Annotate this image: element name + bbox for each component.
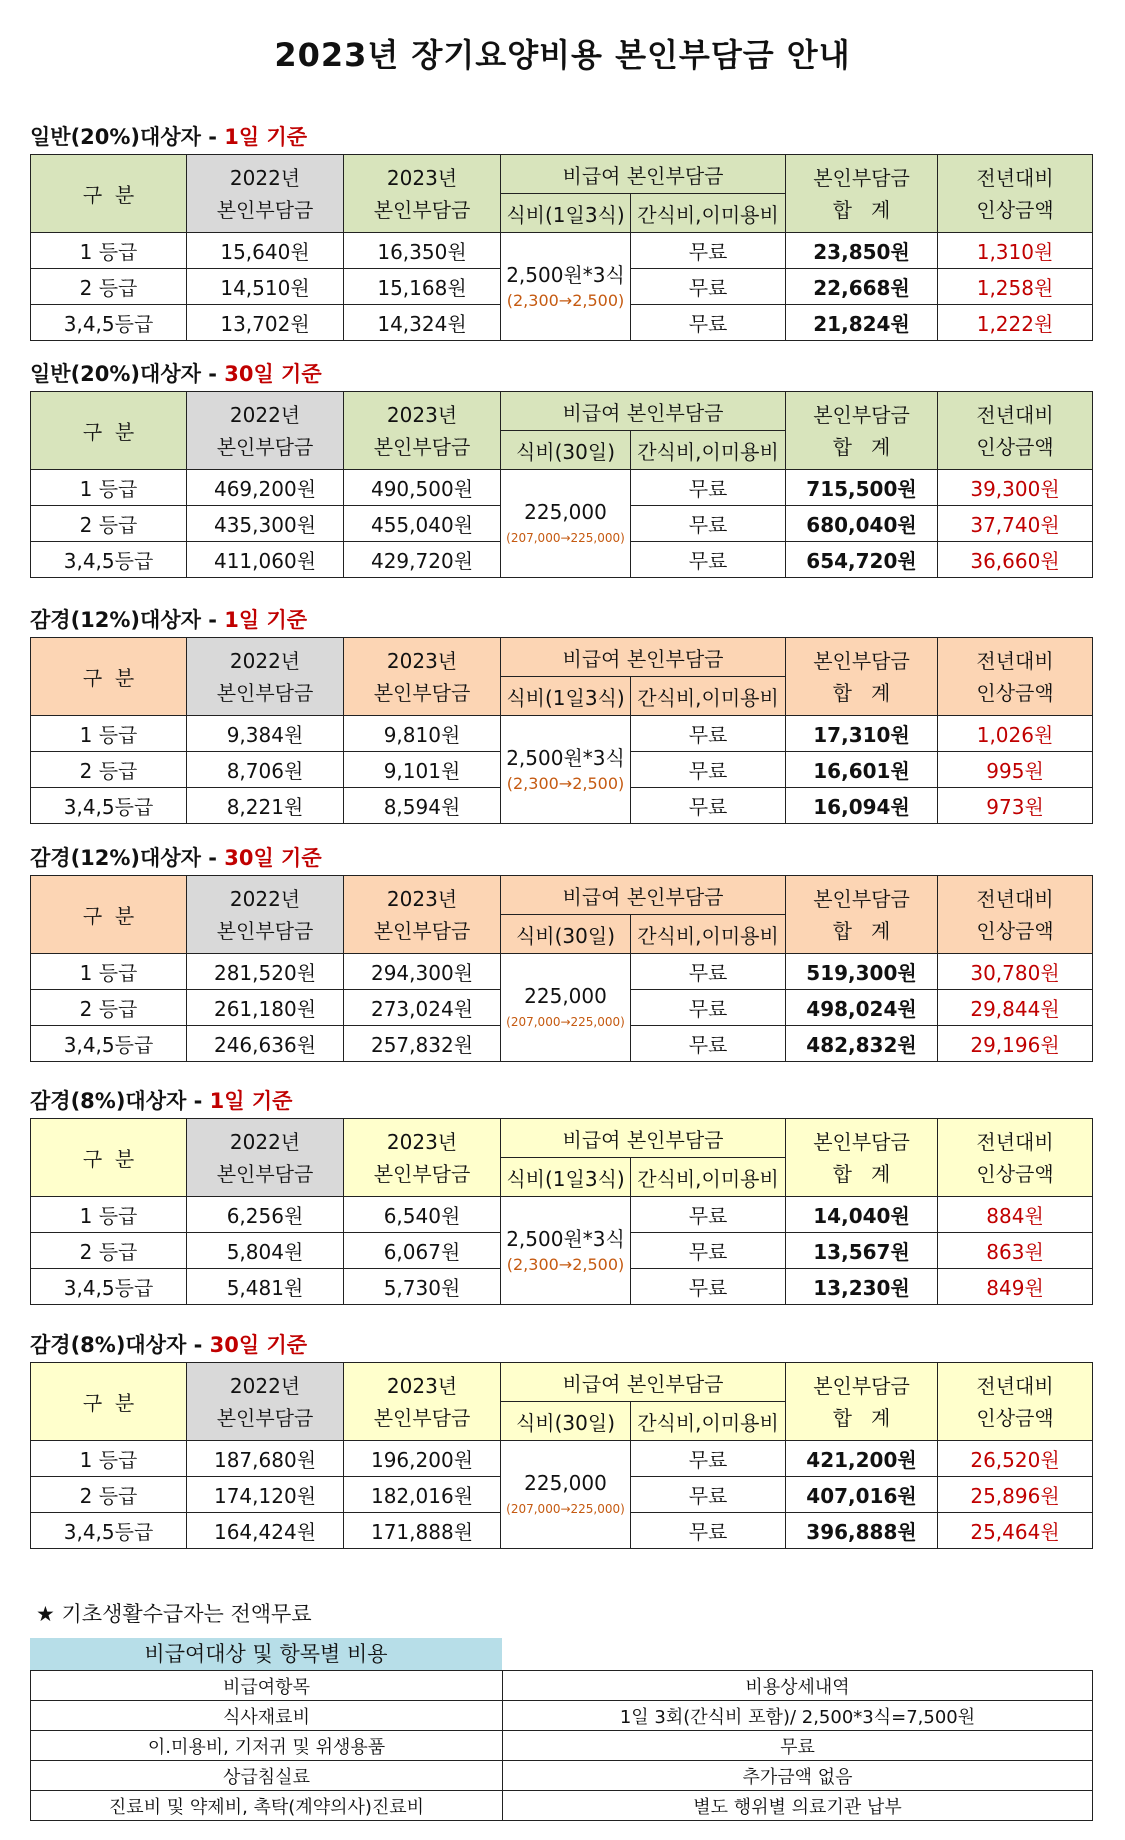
y2023-cell: 9,810원 [344, 716, 501, 752]
snack-cell: 무료 [631, 716, 786, 752]
total-cell: 498,024원 [786, 990, 938, 1026]
section-title-prefix: 일반(20%)대상자 - [30, 125, 225, 149]
increase-cell: 36,660원 [938, 542, 1093, 578]
total-cell: 680,040원 [786, 506, 938, 542]
table-row [31, 954, 1093, 990]
y2022-cell: 187,680원 [187, 1441, 344, 1477]
item-detail: 추가금액 없음 [503, 1761, 1093, 1791]
header-2022-line1: 2022년 [229, 165, 301, 190]
header-gubun: 구 분 [31, 1119, 187, 1197]
fee-table [30, 154, 1093, 341]
section-title [30, 357, 1092, 391]
header-2022-line1: 2022년 [229, 886, 301, 911]
y2022-cell: 469,200원 [187, 470, 344, 506]
section-title-prefix: 일반(20%)대상자 - [30, 362, 225, 386]
header-gubun: 구 분 [31, 638, 187, 716]
items-row [31, 1791, 1093, 1821]
y2022-cell: 411,060원 [187, 542, 344, 578]
header-nonpay: 비급여 본인부담금 [501, 1363, 786, 1402]
increase-cell: 29,196원 [938, 1026, 1093, 1062]
grade-cell: 1 등급 [31, 716, 187, 752]
y2023-cell: 490,500원 [344, 470, 501, 506]
meal-price: 2,500원*3식 [506, 1226, 625, 1251]
header-total-line1: 본인부담금 [813, 165, 910, 190]
total-cell: 13,230원 [786, 1269, 938, 1305]
header-gubun: 구 분 [31, 1363, 187, 1441]
y2023-cell: 429,720원 [344, 542, 501, 578]
y2023-cell: 5,730원 [344, 1269, 501, 1305]
y2022-cell: 435,300원 [187, 506, 344, 542]
increase-cell: 849원 [938, 1269, 1093, 1305]
y2023-cell: 14,324원 [344, 305, 501, 341]
increase-cell: 29,844원 [938, 990, 1093, 1026]
section-title-basis: 1일 기준 [209, 1089, 293, 1113]
y2023-cell: 182,016원 [344, 1477, 501, 1513]
header-increase-line2: 인상금액 [976, 918, 1054, 943]
total-cell: 17,310원 [786, 716, 938, 752]
header-total-line1: 본인부담금 [813, 1373, 910, 1398]
y2023-cell: 16,350원 [344, 233, 501, 269]
header-increase-line2: 인상금액 [976, 680, 1054, 705]
section-title-basis: 30일 기준 [224, 846, 322, 870]
header-increase-line2: 인상금액 [976, 1405, 1054, 1430]
item-detail: 무료 [503, 1731, 1093, 1761]
increase-cell: 37,740원 [938, 506, 1093, 542]
header-increase-line1: 전년대비 [976, 402, 1054, 427]
increase-cell: 1,222원 [938, 305, 1093, 341]
header-2023-line2: 본인부담금 [373, 1405, 471, 1430]
header-increase [938, 155, 1093, 233]
header-2023-line1: 2023년 [386, 402, 458, 427]
meal-change: (207,000→225,000) [506, 1501, 625, 1516]
grade-cell: 2 등급 [31, 506, 187, 542]
total-cell: 16,601원 [786, 752, 938, 788]
meal-cell [501, 1197, 631, 1305]
header-2022-line1: 2022년 [229, 1129, 301, 1154]
header-total [786, 638, 938, 716]
header-meal: 식비(1일3식) [501, 1158, 631, 1197]
items-row [31, 1701, 1093, 1731]
y2022-cell: 281,520원 [187, 954, 344, 990]
header-increase-line2: 인상금액 [976, 434, 1054, 459]
header-increase-line2: 인상금액 [976, 1161, 1054, 1186]
header-2022 [187, 155, 344, 233]
increase-cell: 1,310원 [938, 233, 1093, 269]
header-2022-line2: 본인부담금 [216, 918, 314, 943]
header-total-line1: 본인부담금 [813, 886, 910, 911]
header-snack: 간식비,이미용비 [631, 194, 786, 233]
header-2022-line1: 2022년 [229, 1373, 301, 1398]
page-title: 2023년 장기요양비용 본인부담금 안내 [274, 36, 851, 74]
header-total [786, 155, 938, 233]
section-title [30, 841, 1092, 875]
header-increase-line1: 전년대비 [976, 1129, 1054, 1154]
grade-cell: 3,4,5등급 [31, 1513, 187, 1549]
increase-cell: 39,300원 [938, 470, 1093, 506]
snack-cell: 무료 [631, 1441, 786, 1477]
fee-table [30, 1118, 1093, 1305]
grade-cell: 3,4,5등급 [31, 542, 187, 578]
total-cell: 715,500원 [786, 470, 938, 506]
y2023-cell: 171,888원 [344, 1513, 501, 1549]
y2023-cell: 257,832원 [344, 1026, 501, 1062]
header-2022 [187, 876, 344, 954]
header-snack: 간식비,이미용비 [631, 431, 786, 470]
header-total [786, 1119, 938, 1197]
header-total-line1: 본인부담금 [813, 1129, 910, 1154]
header-total-line2: 합 계 [832, 1161, 891, 1186]
table-row [31, 470, 1093, 506]
grade-cell: 2 등급 [31, 1233, 187, 1269]
meal-cell [501, 1441, 631, 1549]
section-title-basis: 30일 기준 [224, 362, 322, 386]
snack-cell: 무료 [631, 305, 786, 341]
header-total [786, 392, 938, 470]
header-2022 [187, 638, 344, 716]
increase-cell: 884원 [938, 1197, 1093, 1233]
meal-cell [501, 954, 631, 1062]
y2023-cell: 273,024원 [344, 990, 501, 1026]
header-gubun: 구 분 [31, 392, 187, 470]
header-2022-line1: 2022년 [229, 402, 301, 427]
section-title [30, 603, 1092, 637]
header-2023 [344, 392, 501, 470]
meal-price: 225,000 [524, 499, 607, 524]
header-nonpay: 비급여 본인부담금 [501, 392, 786, 431]
header-2023-line1: 2023년 [386, 1373, 458, 1398]
increase-cell: 26,520원 [938, 1441, 1093, 1477]
header-2023 [344, 155, 501, 233]
header-meal: 식비(30일) [501, 1402, 631, 1441]
y2023-cell: 9,101원 [344, 752, 501, 788]
snack-cell: 무료 [631, 752, 786, 788]
snack-cell: 무료 [631, 233, 786, 269]
header-total-line2: 합 계 [832, 1405, 891, 1430]
item-name: 진료비 및 약제비, 촉탁(계약의사)진료비 [31, 1791, 503, 1821]
snack-cell: 무료 [631, 1513, 786, 1549]
header-2023-line2: 본인부담금 [373, 680, 471, 705]
items-header-detail: 비용상세내역 [503, 1671, 1093, 1701]
header-total [786, 876, 938, 954]
header-2022-line2: 본인부담금 [216, 197, 314, 222]
grade-cell: 1 등급 [31, 1441, 187, 1477]
y2022-cell: 13,702원 [187, 305, 344, 341]
y2022-cell: 15,640원 [187, 233, 344, 269]
grade-cell: 2 등급 [31, 1477, 187, 1513]
item-detail: 별도 행위별 의료기관 납부 [503, 1791, 1093, 1821]
total-cell: 654,720원 [786, 542, 938, 578]
total-cell: 16,094원 [786, 788, 938, 824]
fee-section-6 [30, 1328, 1092, 1549]
header-total-line2: 합 계 [832, 434, 891, 459]
header-2023-line1: 2023년 [386, 1129, 458, 1154]
meal-price: 2,500원*3식 [506, 745, 625, 770]
header-nonpay: 비급여 본인부담금 [501, 876, 786, 915]
y2023-cell: 6,067원 [344, 1233, 501, 1269]
header-increase-line1: 전년대비 [976, 886, 1054, 911]
fee-section-2 [30, 357, 1092, 578]
meal-change: (207,000→225,000) [506, 530, 625, 545]
header-increase [938, 392, 1093, 470]
y2022-cell: 14,510원 [187, 269, 344, 305]
header-2023 [344, 638, 501, 716]
grade-cell: 1 등급 [31, 954, 187, 990]
header-increase-line1: 전년대비 [976, 1373, 1054, 1398]
snack-cell: 무료 [631, 506, 786, 542]
meal-cell [501, 470, 631, 578]
snack-cell: 무료 [631, 1197, 786, 1233]
meal-cell [501, 716, 631, 824]
y2022-cell: 164,424원 [187, 1513, 344, 1549]
header-increase [938, 1119, 1093, 1197]
header-meal: 식비(1일3식) [501, 677, 631, 716]
header-gubun: 구 분 [31, 876, 187, 954]
header-2023-line2: 본인부담금 [373, 197, 471, 222]
header-increase-line1: 전년대비 [976, 165, 1054, 190]
fee-section-5 [30, 1084, 1092, 1305]
snack-cell: 무료 [631, 1477, 786, 1513]
grade-cell: 1 등급 [31, 1197, 187, 1233]
header-2023-line2: 본인부담금 [373, 1161, 471, 1186]
header-2023-line1: 2023년 [386, 648, 458, 673]
total-cell: 482,832원 [786, 1026, 938, 1062]
section-title-prefix: 감경(12%)대상자 - [30, 608, 225, 632]
table-row [31, 716, 1093, 752]
y2022-cell: 6,256원 [187, 1197, 344, 1233]
items-table-title: 비급여대상 및 항목별 비용 [30, 1638, 502, 1670]
snack-cell: 무료 [631, 1026, 786, 1062]
header-2022-line2: 본인부담금 [216, 434, 314, 459]
meal-change: (2,300→2,500) [506, 773, 625, 793]
items-row [31, 1731, 1093, 1761]
meal-price: 225,000 [524, 1470, 607, 1495]
header-increase [938, 1363, 1093, 1441]
total-cell: 396,888원 [786, 1513, 938, 1549]
table-row [31, 1441, 1093, 1477]
header-meal: 식비(30일) [501, 915, 631, 954]
table-row [31, 233, 1093, 269]
header-snack: 간식비,이미용비 [631, 915, 786, 954]
section-title [30, 120, 1092, 154]
items-header-item: 비급여항목 [31, 1671, 503, 1701]
header-increase [938, 638, 1093, 716]
section-title-prefix: 감경(8%)대상자 - [30, 1333, 210, 1357]
grade-cell: 1 등급 [31, 233, 187, 269]
y2022-cell: 261,180원 [187, 990, 344, 1026]
meal-change: (2,300→2,500) [506, 1254, 625, 1274]
header-2023-line2: 본인부담금 [373, 434, 471, 459]
meal-change: (207,000→225,000) [506, 1014, 625, 1029]
grade-cell: 1 등급 [31, 470, 187, 506]
header-2022 [187, 392, 344, 470]
header-2023-line2: 본인부담금 [373, 918, 471, 943]
fee-section-3 [30, 603, 1092, 824]
header-increase [938, 876, 1093, 954]
snack-cell: 무료 [631, 542, 786, 578]
fee-table [30, 637, 1093, 824]
item-detail: 1일 3회(간식비 포함)/ 2,500*3식=7,500원 [503, 1701, 1093, 1731]
grade-cell: 3,4,5등급 [31, 1269, 187, 1305]
header-snack: 간식비,이미용비 [631, 677, 786, 716]
y2023-cell: 15,168원 [344, 269, 501, 305]
fee-table [30, 1362, 1093, 1549]
header-2022-line2: 본인부담금 [216, 1405, 314, 1430]
snack-cell: 무료 [631, 1269, 786, 1305]
header-increase-line2: 인상금액 [976, 197, 1054, 222]
items-row [31, 1761, 1093, 1791]
y2022-cell: 8,706원 [187, 752, 344, 788]
header-snack: 간식비,이미용비 [631, 1158, 786, 1197]
header-meal: 식비(30일) [501, 431, 631, 470]
total-cell: 407,016원 [786, 1477, 938, 1513]
snack-cell: 무료 [631, 269, 786, 305]
total-cell: 13,567원 [786, 1233, 938, 1269]
header-2022-line1: 2022년 [229, 648, 301, 673]
header-2023 [344, 1363, 501, 1441]
increase-cell: 1,258원 [938, 269, 1093, 305]
meal-cell [501, 233, 631, 341]
grade-cell: 2 등급 [31, 752, 187, 788]
snack-cell: 무료 [631, 990, 786, 1026]
y2023-cell: 294,300원 [344, 954, 501, 990]
grade-cell: 3,4,5등급 [31, 788, 187, 824]
header-2022-line2: 본인부담금 [216, 1161, 314, 1186]
total-cell: 519,300원 [786, 954, 938, 990]
header-2022-line2: 본인부담금 [216, 680, 314, 705]
increase-cell: 25,464원 [938, 1513, 1093, 1549]
meal-price: 225,000 [524, 983, 607, 1008]
total-cell: 14,040원 [786, 1197, 938, 1233]
y2022-cell: 246,636원 [187, 1026, 344, 1062]
item-name: 이.미용비, 기저귀 및 위생용품 [31, 1731, 503, 1761]
header-nonpay: 비급여 본인부담금 [501, 638, 786, 677]
header-gubun: 구 분 [31, 155, 187, 233]
section-title-basis: 30일 기준 [209, 1333, 308, 1357]
increase-cell: 973원 [938, 788, 1093, 824]
header-total-line2: 합 계 [832, 918, 891, 943]
y2023-cell: 6,540원 [344, 1197, 501, 1233]
header-meal: 식비(1일3식) [501, 194, 631, 233]
total-cell: 22,668원 [786, 269, 938, 305]
increase-cell: 863원 [938, 1233, 1093, 1269]
meal-price: 2,500원*3식 [506, 262, 625, 287]
section-title-prefix: 감경(8%)대상자 - [30, 1089, 210, 1113]
snack-cell: 무료 [631, 788, 786, 824]
section-title [30, 1084, 1092, 1118]
header-2022 [187, 1119, 344, 1197]
fee-table [30, 875, 1093, 1062]
increase-cell: 25,896원 [938, 1477, 1093, 1513]
snack-cell: 무료 [631, 954, 786, 990]
fee-section-4 [30, 841, 1092, 1062]
item-name: 식사재료비 [31, 1701, 503, 1731]
section-title-basis: 1일 기준 [224, 608, 308, 632]
header-total-line2: 합 계 [832, 197, 891, 222]
items-table [30, 1670, 1093, 1821]
header-total-line1: 본인부담금 [813, 648, 910, 673]
header-nonpay: 비급여 본인부담금 [501, 155, 786, 194]
increase-cell: 30,780원 [938, 954, 1093, 990]
increase-cell: 1,026원 [938, 716, 1093, 752]
y2023-cell: 8,594원 [344, 788, 501, 824]
fee-section-1 [30, 120, 1092, 341]
fee-table [30, 391, 1093, 578]
section-title [30, 1328, 1092, 1362]
snack-cell: 무료 [631, 470, 786, 506]
grade-cell: 2 등급 [31, 269, 187, 305]
header-2023 [344, 1119, 501, 1197]
item-name: 상급침실료 [31, 1761, 503, 1791]
header-nonpay: 비급여 본인부담금 [501, 1119, 786, 1158]
y2023-cell: 196,200원 [344, 1441, 501, 1477]
header-total-line1: 본인부담금 [813, 402, 910, 427]
total-cell: 21,824원 [786, 305, 938, 341]
increase-cell: 995원 [938, 752, 1093, 788]
y2022-cell: 5,804원 [187, 1233, 344, 1269]
y2023-cell: 455,040원 [344, 506, 501, 542]
y2022-cell: 174,120원 [187, 1477, 344, 1513]
grade-cell: 2 등급 [31, 990, 187, 1026]
header-total-line2: 합 계 [832, 680, 891, 705]
snack-cell: 무료 [631, 1233, 786, 1269]
table-row [31, 1197, 1093, 1233]
header-2022 [187, 1363, 344, 1441]
header-snack: 간식비,이미용비 [631, 1402, 786, 1441]
y2022-cell: 9,384원 [187, 716, 344, 752]
grade-cell: 3,4,5등급 [31, 1026, 187, 1062]
meal-change: (2,300→2,500) [506, 290, 625, 310]
y2022-cell: 5,481원 [187, 1269, 344, 1305]
section-title-prefix: 감경(12%)대상자 - [30, 846, 225, 870]
header-increase-line1: 전년대비 [976, 648, 1054, 673]
header-2023-line1: 2023년 [386, 165, 458, 190]
grade-cell: 3,4,5등급 [31, 305, 187, 341]
total-cell: 421,200원 [786, 1441, 938, 1477]
y2022-cell: 8,221원 [187, 788, 344, 824]
section-title-basis: 1일 기준 [224, 125, 308, 149]
header-total [786, 1363, 938, 1441]
total-cell: 23,850원 [786, 233, 938, 269]
header-2023 [344, 876, 501, 954]
header-2023-line1: 2023년 [386, 886, 458, 911]
note-basic-recipients: ★ 기초생활수급자는 전액무료 [36, 1602, 312, 1626]
